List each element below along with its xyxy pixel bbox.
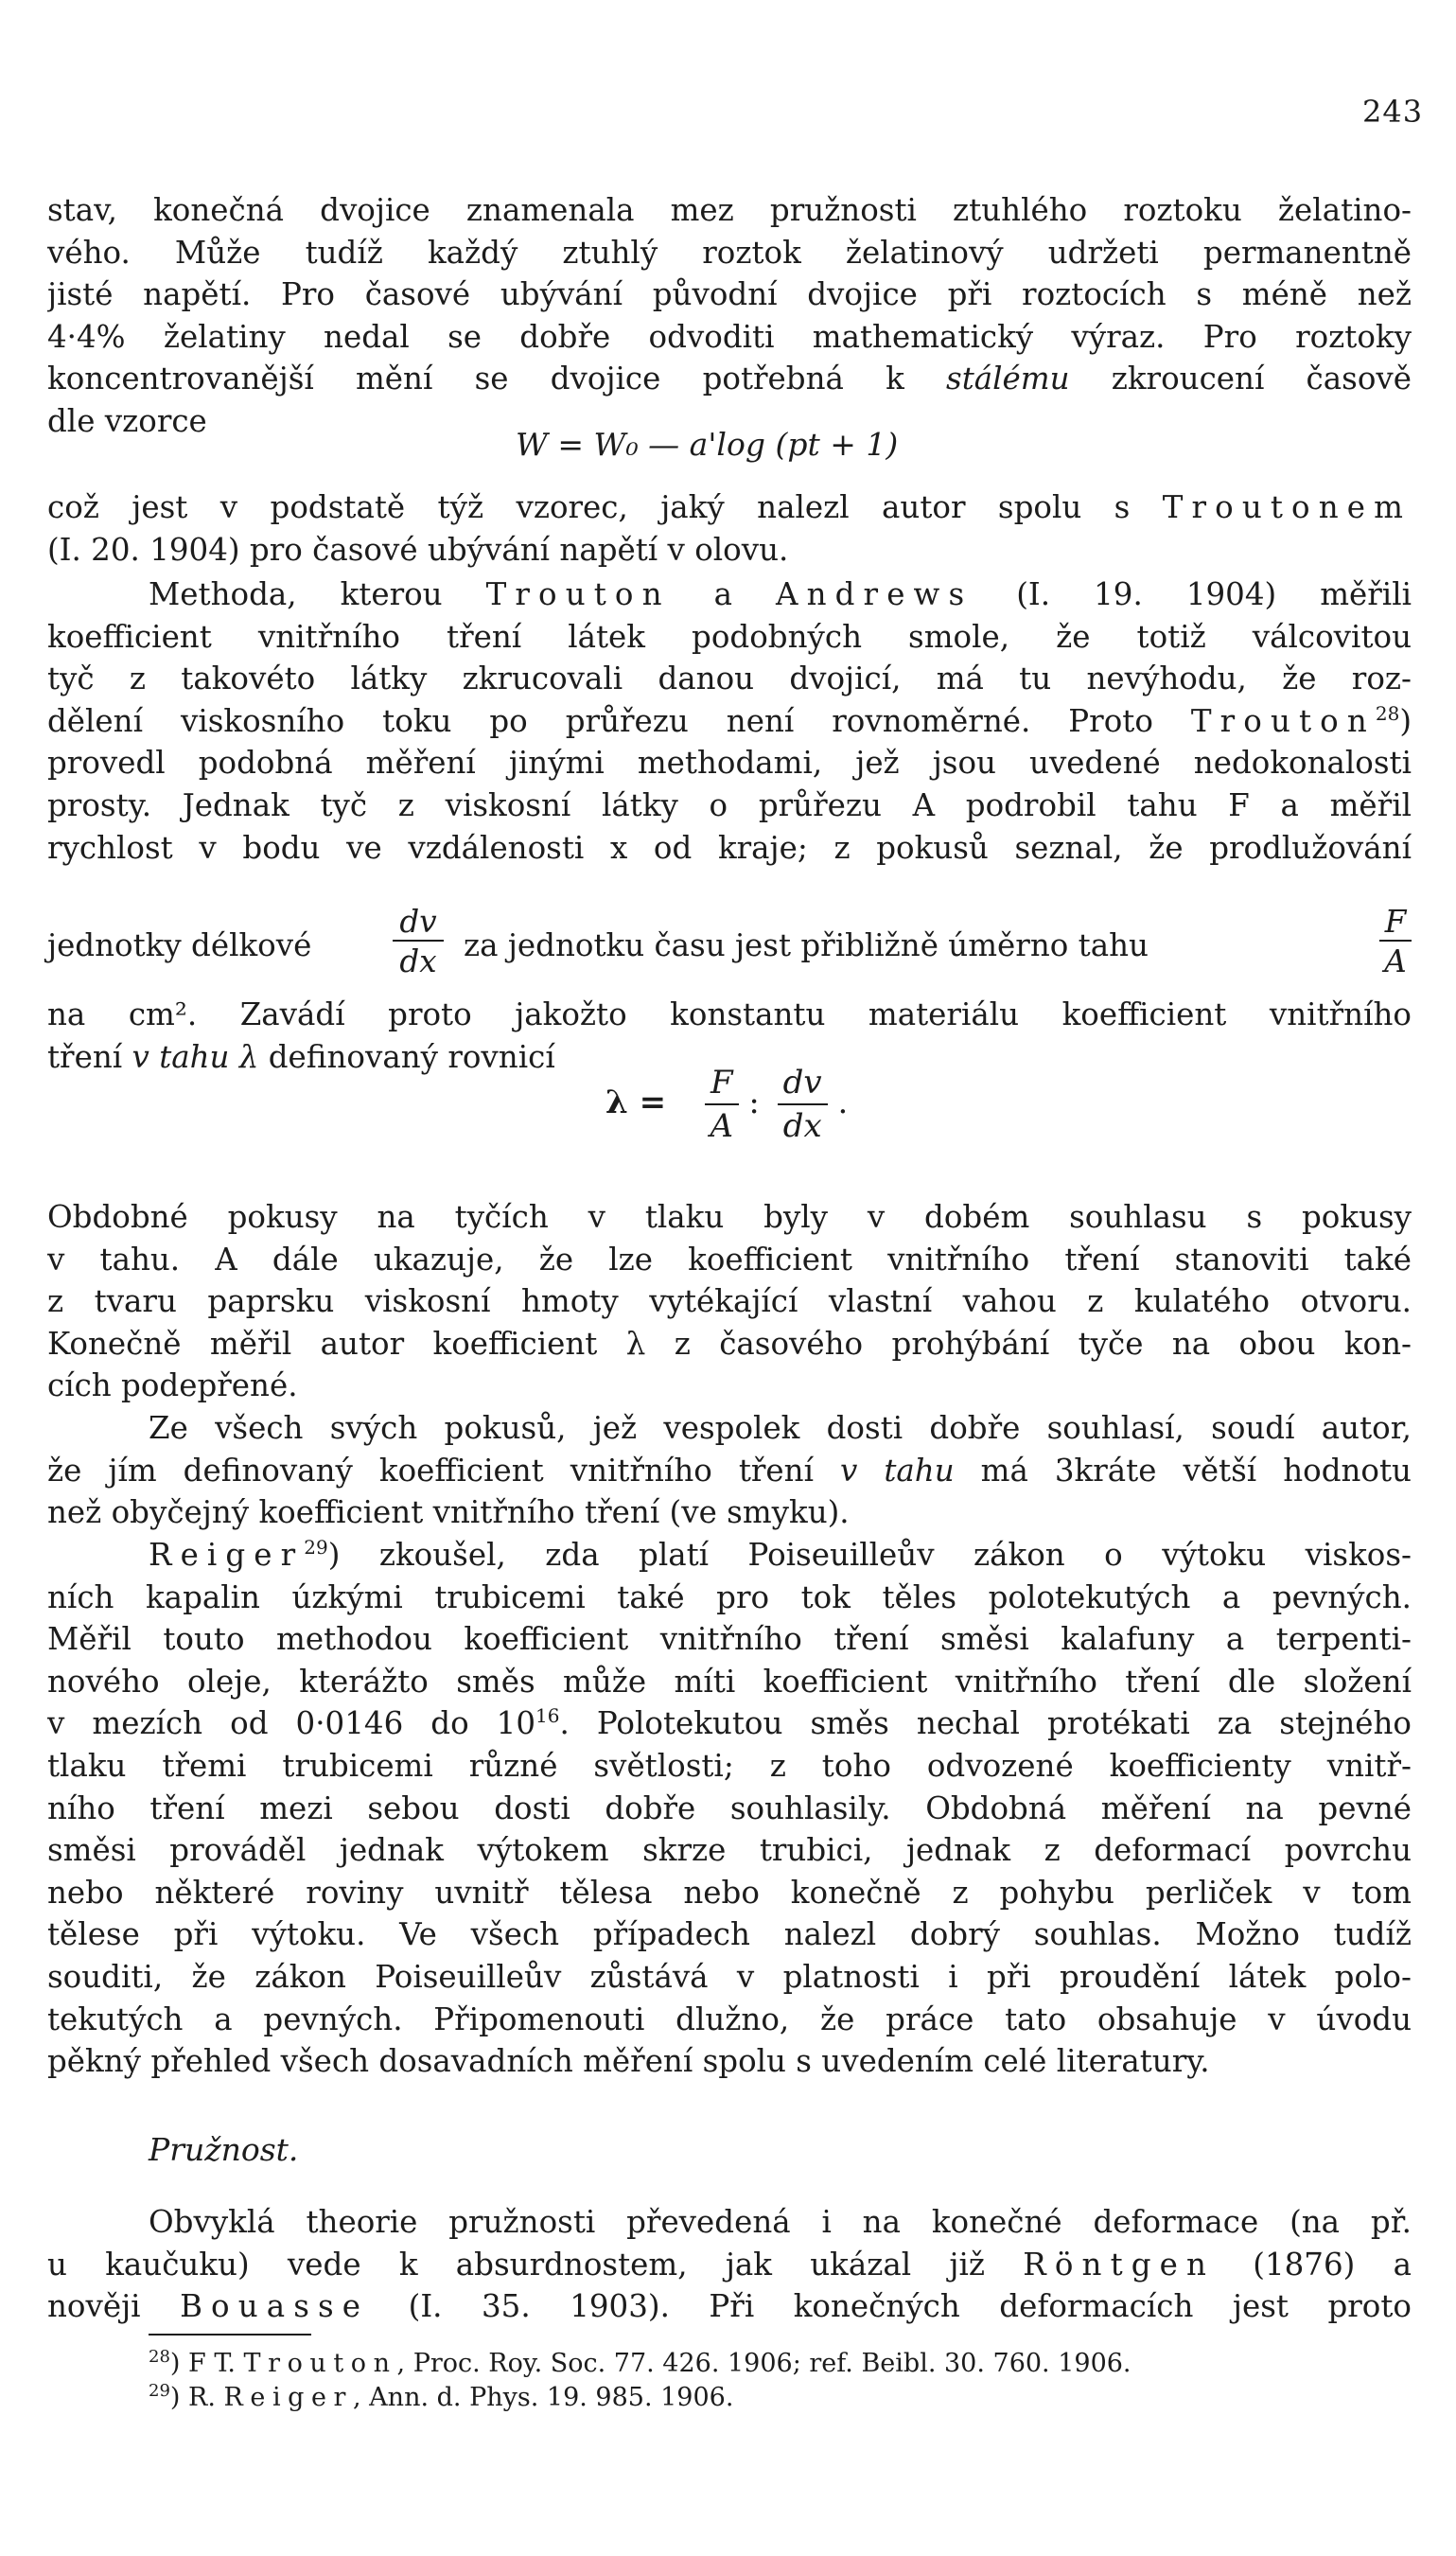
footnote-28: $^{28}$) F T. Trouton, Proc. Roy. Soc. 77. 426. 1906; ref. Beibl. 30. 760. 1906. xyxy=(149,2347,1131,2378)
text-line: Methoda, kterou Trouton a Andrews (I. 19. 1904) měřili xyxy=(149,576,1412,612)
text-line: dle vzorce xyxy=(47,402,207,439)
text-line: prosty. Jednak tyč z viskosní látky o průřezu A podrobil tahu F a měřil xyxy=(47,786,1412,823)
text-line: stav, konečná dvojice znamenala mez pružnosti ztuhlého roztoku želatino- xyxy=(47,192,1412,228)
footnote-29: $^{29}$) R. Reiger, Ann. d. Phys. 19. 985. 1906. xyxy=(149,2381,734,2412)
text-line: nového oleje, kterážto směs může míti koefficient vnitřního tření dle složení xyxy=(47,1663,1412,1700)
text-line: tření v tahu λ definovaný rovnicí xyxy=(47,1038,555,1075)
paragraph-6 xyxy=(47,1534,1412,2083)
text-line: Ze všech svých pokusů, jež vespolek dosti dobře souhlasí, soudí autor, xyxy=(149,1410,1412,1446)
text-line: v tahu. A dále ukazuje, že lze koefficient vnitřního tření stanoviti také xyxy=(47,1241,1412,1278)
text-line: Obdobné pokusy na tyčích v tlaku byly v dobém souhlasu s pokusy xyxy=(47,1199,1412,1235)
text-line: provedl podobná měření jinými methodami, jež jsou uvedené nedokonalosti xyxy=(47,745,1412,782)
text-line: v mezích od 0·0146 do $10^{16}$. Polotekutou směs nechal protékati za stejného xyxy=(47,1704,1412,1742)
text-line: než obyčejný koefficient vnitřního tření (ve smyku). xyxy=(47,1494,850,1531)
text-fragment: za jednotku času jest přibližně úměrno tahu xyxy=(464,927,1149,963)
fraction-dv-dx: dv dx xyxy=(393,904,444,981)
text-line: tlaku třemi trubicemi různé světlosti; z toho odvozené koefficienty vnitř- xyxy=(47,1747,1412,1784)
text-line: tyč z takovéto látky zkrucovali danou dvojicí, má tu nevýhodu, že roz- xyxy=(47,661,1412,697)
fraction-line xyxy=(47,904,1412,989)
fraction-F-A: F A xyxy=(1379,904,1412,981)
text-line: vého. Může tudíž každý ztuhlý roztok želatinový udržeti permanentně xyxy=(47,234,1412,271)
paragraph-4 xyxy=(47,1196,1412,1407)
text-line: tělese při výtoku. Ve všech případech nalezl dobrý souhlas. Možno tudíž xyxy=(47,1916,1412,1953)
text-line: 4·4% želatiny nedal se dobře odvoditi mathematický výraz. Pro roztoky xyxy=(47,318,1412,355)
text-line: (I. 20. 1904) pro časové ubývání napětí v olovu. xyxy=(47,531,789,568)
paragraph-5 xyxy=(47,1407,1412,1534)
text-line: u kaučuku) vede k absurdnostem, jak ukázal již Röntgen (1876) a xyxy=(47,2246,1412,2283)
text-line: což jest v podstatě týž vzorec, jaký nalezl autor spolu s Troutonem xyxy=(47,489,1412,525)
text-line: tekutých a pevných. Připomenouti dlužno, že práce tato obsahuje v úvodu xyxy=(47,2001,1412,2037)
text-line: Měřil touto methodou koefficient vnitřního tření směsi kalafuny a terpenti- xyxy=(47,1621,1412,1658)
text-line: nebo některé roviny uvnitř tělesa nebo konečně z pohybu perliček v tom xyxy=(47,1874,1412,1911)
text-line: že jím definovaný koefficient vnitřního tření v tahu má 3kráte větší hodnotu xyxy=(47,1452,1412,1489)
footnote-rule xyxy=(149,2334,311,2336)
text-line: rychlost v bodu ve vzdálenosti x od kraje; z pokusů seznal, že prodlužování xyxy=(47,829,1412,866)
paragraph-7 xyxy=(47,2201,1412,2328)
text-line: jisté napětí. Pro časové ubývání původní dvojice při roztocích s méně než xyxy=(47,276,1412,313)
text-line: pěkný přehled všech dosavadních měření spolu s uvedením celé literatury. xyxy=(47,2043,1210,2080)
paragraph-3 xyxy=(47,573,1412,869)
text-line: dělení viskosního toku po průřezu není rovnoměrné. Proto Trouton$^{28}$) xyxy=(47,701,1412,739)
text-line: Obvyklá theorie pružnosti převedená i na konečné deformace (na př. xyxy=(149,2204,1412,2240)
page-number: 243 xyxy=(1362,94,1424,130)
text-line: ních kapalin úzkými trubicemi také pro tok těles polotekutých a pevných. xyxy=(47,1578,1412,1615)
section-heading: Pružnost. xyxy=(149,2131,299,2168)
text-line: souditi, že zákon Poiseuilleův zůstává v platnosti i při proudění látek polo- xyxy=(47,1958,1412,1995)
text-line: směsi prováděl jednak výtokem skrze trubici, jednak z deformací povrchu xyxy=(47,1832,1412,1869)
text-line: ního tření mezi sebou dosti dobře souhlasily. Obdobná měření na pevné xyxy=(47,1789,1412,1826)
text-line: koefficient vnitřního tření látek podobných smole, že totiž válcovitou xyxy=(47,618,1412,655)
text-line: koncentrovanější mění se dvojice potřebná k stálému zkroucení časově xyxy=(47,361,1412,397)
formula-decay: W = W₀ — a'log (pt + 1) xyxy=(516,426,899,463)
formula-lambda: λ = $\frac{F}{A}$ : $\frac{dv}{dx}$ . xyxy=(605,1064,849,1145)
paragraph-1 xyxy=(47,189,1412,443)
text-line: Reiger$^{29}$) zkoušel, zda platí Poiseuilleův zákon o výtoku viskos- xyxy=(149,1536,1412,1573)
text-line: na cm². Zavádí proto jakožto konstantu materiálu koefficient vnitřního xyxy=(47,996,1412,1032)
text-line: z tvaru paprsku viskosní hmoty vytékající vlastní vahou z kulatého otvoru. xyxy=(47,1283,1412,1320)
text-line: nověji Bouasse (I. 35. 1903). Při konečných deformacích jest proto xyxy=(47,2288,1412,2325)
text-line: cích podepřené. xyxy=(47,1367,298,1404)
text-line: Konečně měřil autor koefficient λ z časového prohýbání tyče na obou kon- xyxy=(47,1325,1412,1362)
text-fragment: jednotky délkové xyxy=(47,927,312,963)
paragraph-2 xyxy=(47,486,1412,571)
